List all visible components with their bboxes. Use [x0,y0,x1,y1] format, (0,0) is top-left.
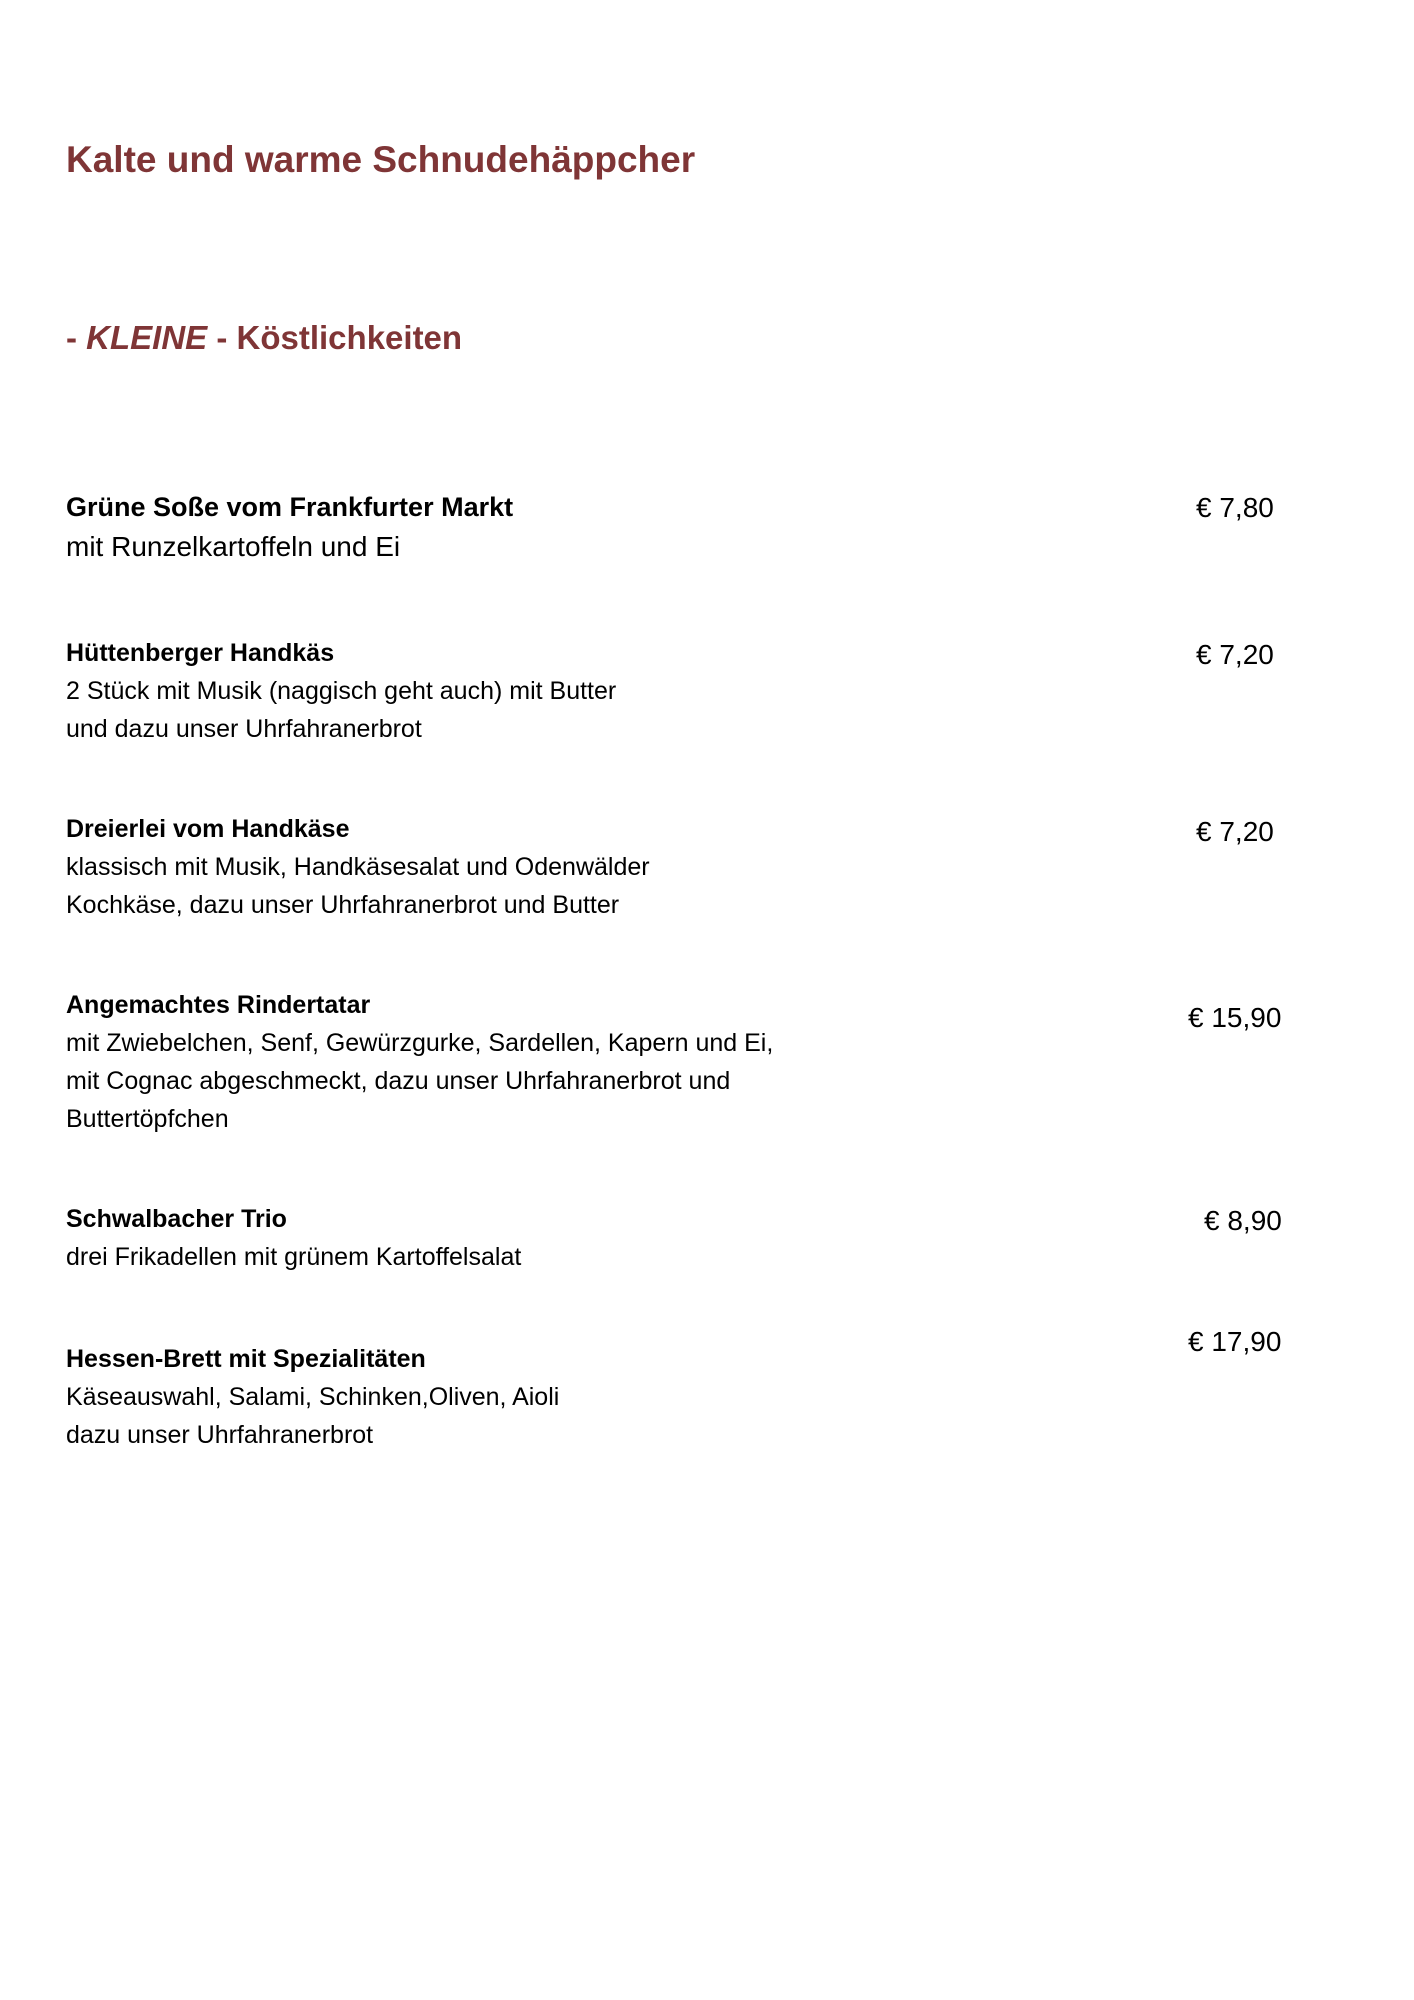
menu-item-price: € 7,20 [1196,639,1274,670]
menu-item-description: Käseauswahl, Salami, Schinken,Oliven, Aioli [66,1383,560,1411]
menu-item-description: drei Frikadellen mit grünem Kartoffelsalat [66,1243,522,1271]
menu-item-description: mit Zwiebelchen, Senf, Gewürzgurke, Sardellen, Kapern und Ei, [66,1029,774,1057]
menu-item [66,986,1306,1138]
menu-item [66,1340,1306,1454]
menu-item-description: mit Cognac abgeschmeckt, dazu unser Uhrfahranerbrot und [66,1067,731,1095]
menu-item-description: mit Runzelkartoffeln und Ei [66,531,401,562]
menu-item-description: Kochkäse, dazu unser Uhrfahranerbrot und Butter [66,891,620,919]
section-heading-emphasis: KLEINE [86,319,208,356]
menu-item [66,1200,1306,1276]
menu-item-name: Angemachtes Rindertatar [66,991,371,1019]
menu-item-price: € 8,90 [1204,1205,1282,1236]
menu-item-name: Grüne Soße vom Frankfurter Markt [66,492,514,522]
menu-item-description: Buttertöpfchen [66,1105,229,1133]
menu-item-name: Hessen-Brett mit Spezialitäten [66,1345,426,1373]
menu-item-price: € 7,20 [1196,816,1274,847]
menu-item-price: € 15,90 [1188,1002,1282,1033]
menu-item [66,488,1306,568]
section-heading [66,318,462,358]
menu-item [66,810,1306,924]
menu-item-description: und dazu unser Uhrfahranerbrot [66,715,422,743]
menu-item-name: Dreierlei vom Handkäse [66,815,350,843]
menu-item-price: € 17,90 [1188,1326,1282,1357]
page-title: Kalte und warme Schnudehäppcher [66,139,696,180]
menu-item [66,634,1306,748]
section-heading-suffix: - Köstlichkeiten [207,319,463,356]
menu-item-description: 2 Stück mit Musik (naggisch geht auch) mit Butter [66,677,617,705]
menu-item-name: Schwalbacher Trio [66,1205,287,1233]
menu-item-description: dazu unser Uhrfahranerbrot [66,1421,374,1449]
menu-item-price: € 7,80 [1196,492,1274,523]
section-heading-prefix: - [66,319,87,356]
menu-item-name: Hüttenberger Handkäs [66,639,335,667]
menu-item-description: klassisch mit Musik, Handkäsesalat und Odenwälder [66,853,650,881]
